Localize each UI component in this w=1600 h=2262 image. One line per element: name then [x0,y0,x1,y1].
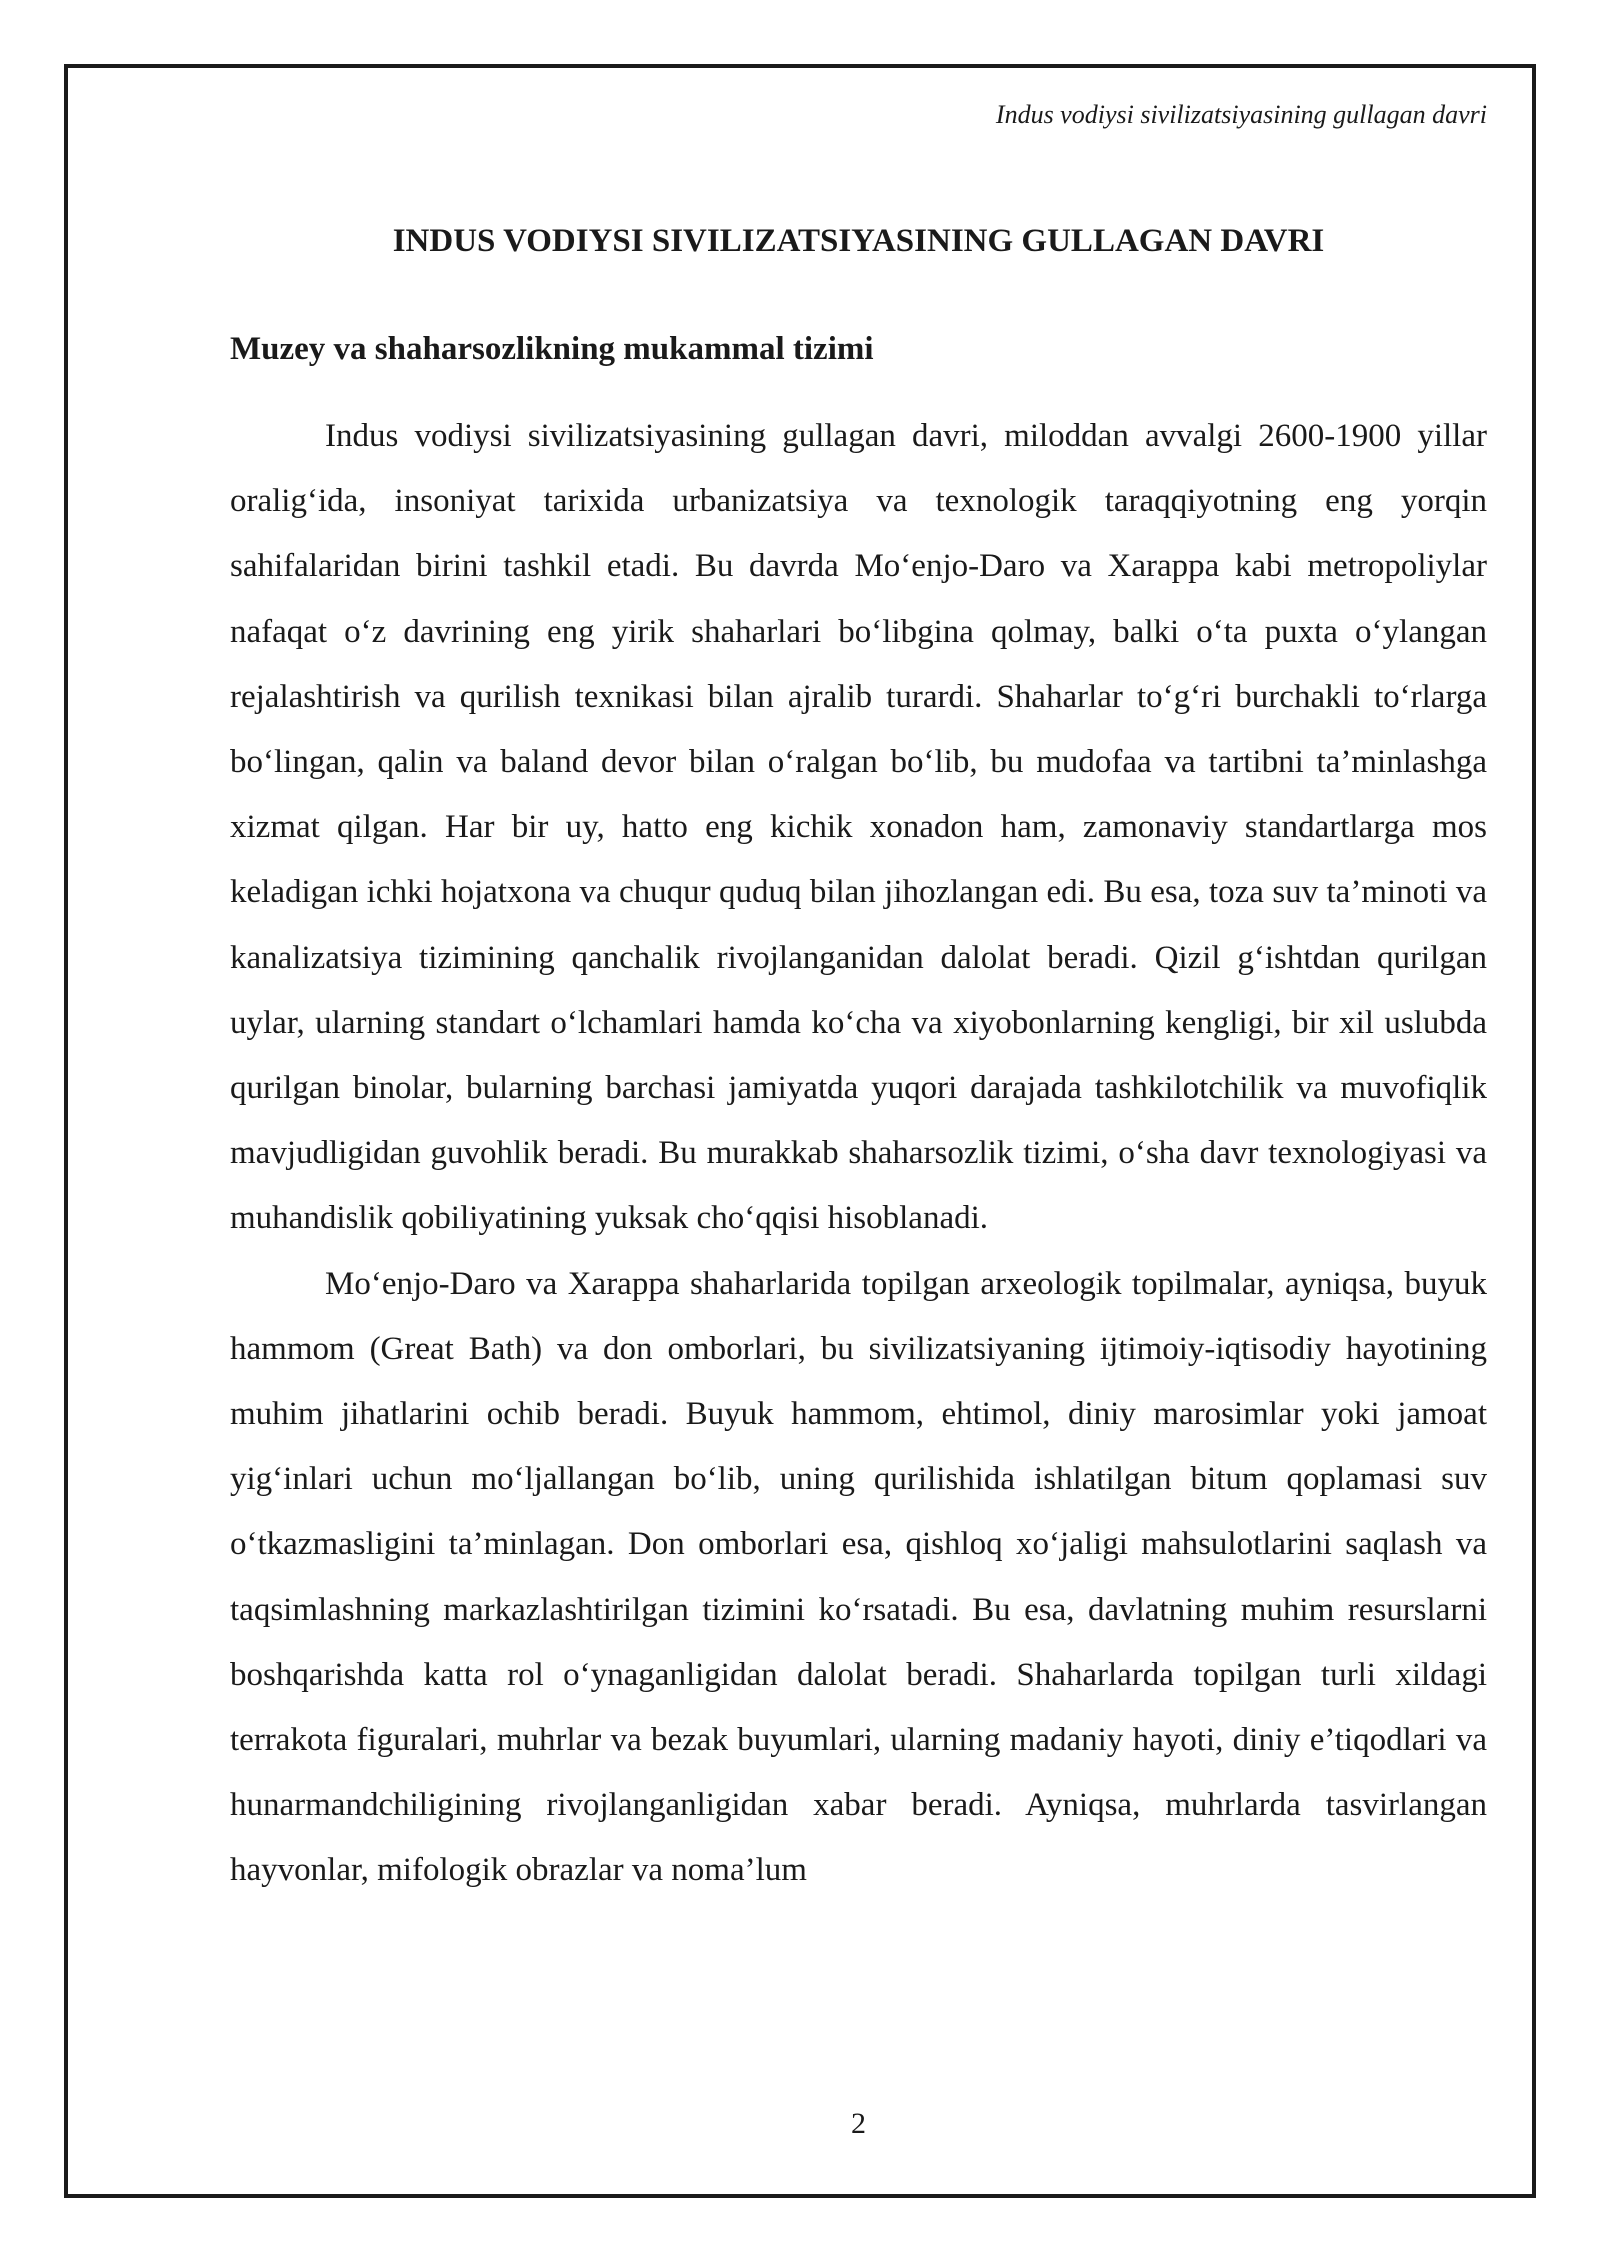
document-title: INDUS VODIYSI SIVILIZATSIYASINING GULLAGAN DAVRI [392,223,1325,259]
section-heading: Muzey va shaharsozlikning mukammal tizimi [230,331,874,367]
paragraph-2: Mo‘enjo-Daro va Xarappa shaharlarida topilgan arxeologik topilmalar, ayniqsa, buyuk hammom (Great Bath) va don omborlari, bu sivilizatsiyaning ijtimoiy-iqtisodiy hayotining muhim jihatlarini ochib beradi. Buyuk hammom, ehtimol, diniy marosimlar yoki jamoat yig‘inlari uchun mo‘ljallangan bo‘lib, uning qurilishida ishlatilgan bitum qoplamasi suv o‘tkazmasligini ta’minlagan. Don omborlari esa, qishloq xo‘jaligi mahsulotlarini saqlash va taqsimlashning markazlashtirilgan tizimini ko‘rsatadi. Bu esa, davlatning muhim resurslarni boshqarishda katta rol o‘ynaganligidan dalolat beradi. Shaharlarda topilgan turli xildagi terrakota figuralari, muhrlar va bezak buyumlari, ularning madaniy hayoti, diniy e’tiqodlari va hunarmandchiligining rivojlanganligidan xabar beradi. Ayniqsa, muhrlarda tasvirlangan hayvonlar, mifologik obrazlar va noma’lum [230,1265,1487,1889]
page-number: 2 [851,2107,866,2140]
running-header: Indus vodiysi sivilizatsiyasining gullagan davri [995,100,1487,129]
body-text [230,404,1487,1904]
paragraph-1: Indus vodiysi sivilizatsiyasining gullagan davri, miloddan avvalgi 2600-1900 yillar oralig‘ida, insoniyat tarixida urbanizatsiya va texnologik taraqqiyotning eng yorqin sahifalaridan birini tashkil etadi. Bu davrda Mo‘enjo-Daro va Xarappa kabi metropoliylar nafaqat o‘z davrining eng yirik shaharlari bo‘libgina qolmay, balki o‘ta puxta o‘ylangan rejalashtirish va qurilish texnikasi bilan ajralib turardi. Shaharlar to‘g‘ri burchakli to‘rlarga bo‘lingan, qalin va baland devor bilan o‘ralgan bo‘lib, bu mudofaa va tartibni ta’minlashga xizmat qilgan. Har bir uy, hatto eng kichik xonadon ham, zamonaviy standartlarga mos keladigan ichki hojatxona va chuqur quduq bilan jihozlangan edi. Bu esa, toza suv ta’minoti va kanalizatsiya tizimining qanchalik rivojlanganidan dalolat beradi. Qizil g‘ishtdan qurilgan uylar, ularning standart o‘lchamlari hamda ko‘cha va xiyobonlarning kengligi, bir xil uslubda qurilgan binolar, bularning barchasi jamiyatda yuqori darajada tashkilotchilik va muvofiqlik mavjudligidan guvohlik beradi. Bu murakkab shaharsozlik tizimi, o‘sha davr texnologiyasi va muhandislik qobiliyatining yuksak cho‘qqisi hisoblanadi. [230,418,1487,1237]
